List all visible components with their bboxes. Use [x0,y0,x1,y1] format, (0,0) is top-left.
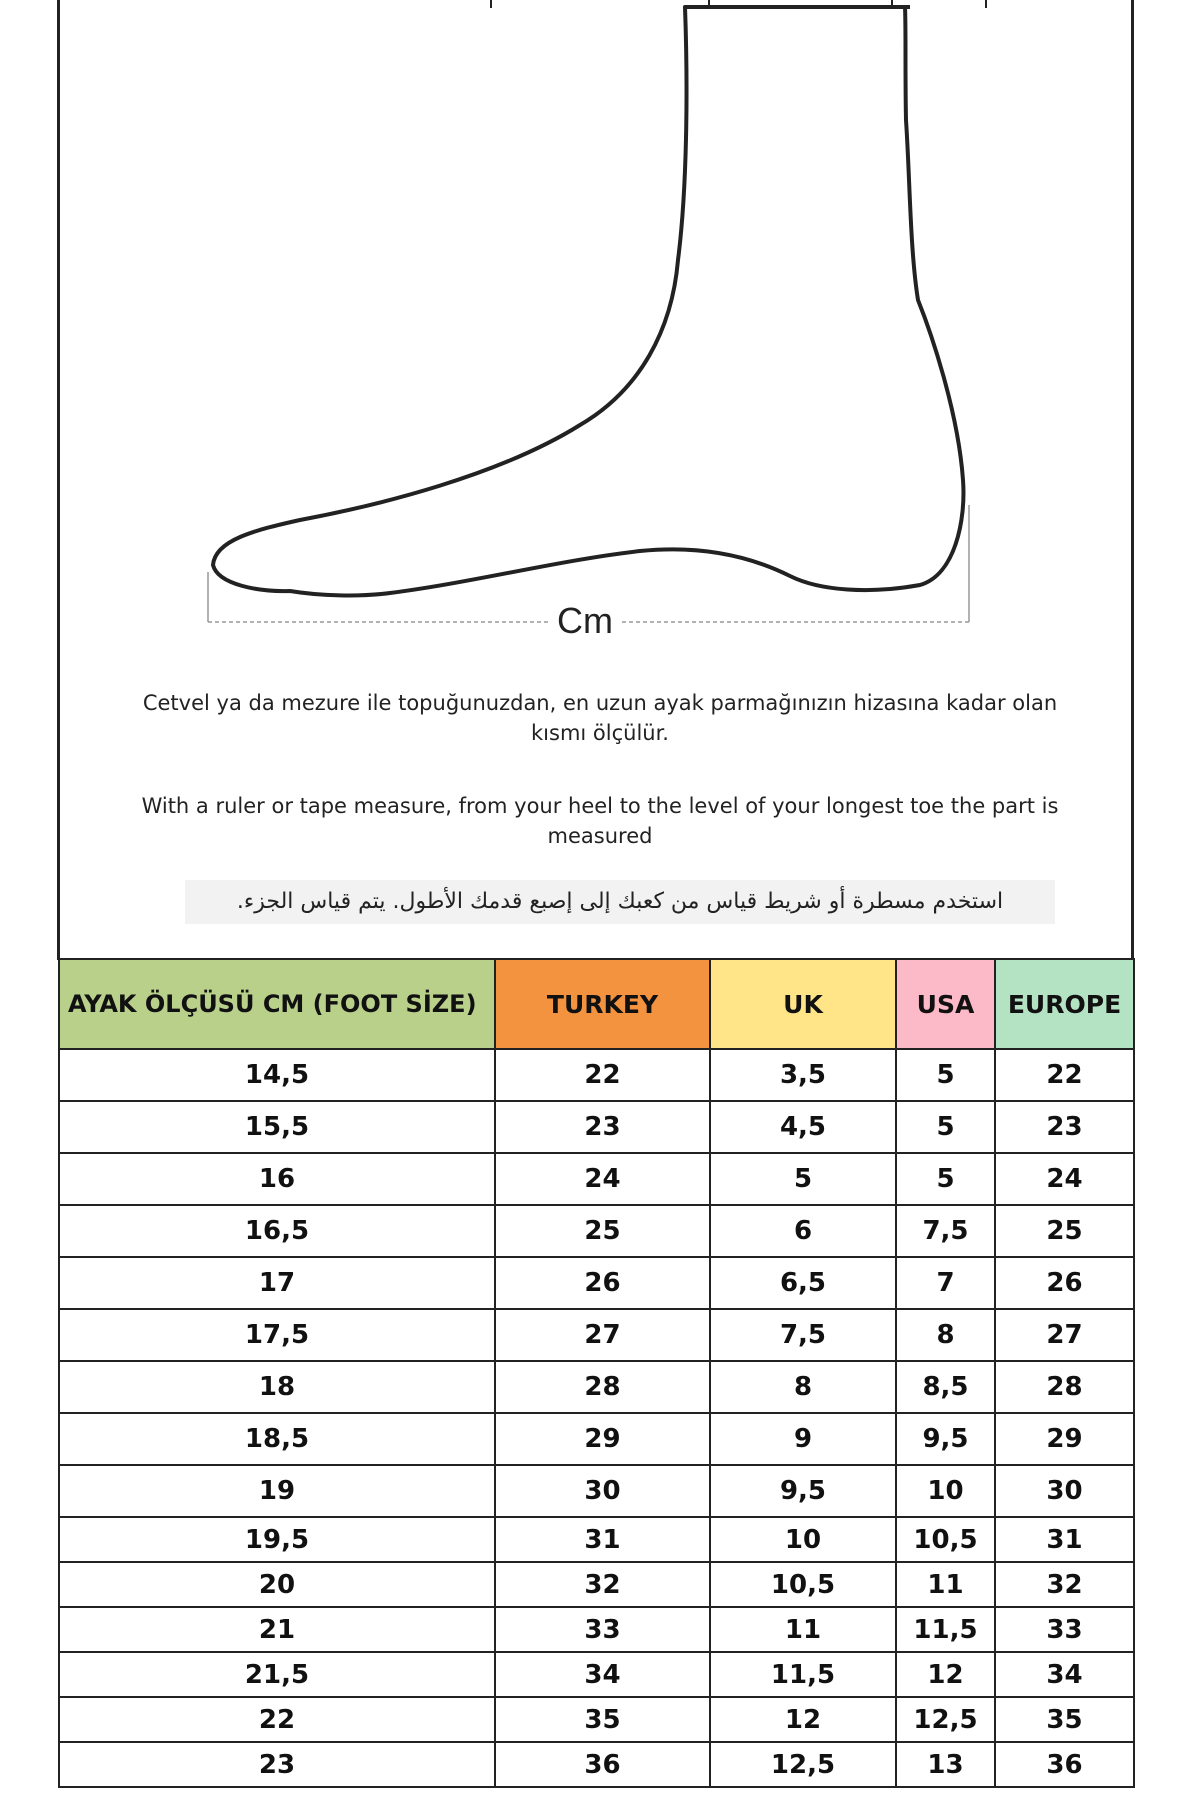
cell-uk: 3,5 [710,1049,896,1101]
header-foot-size: AYAK ÖLÇÜSÜ CM (FOOT SİZE) [59,959,495,1049]
cell-uk: 10,5 [710,1562,896,1607]
cell-foot-cm: 20 [59,1562,495,1607]
cell-foot-cm: 21,5 [59,1652,495,1697]
table-row [59,1361,1134,1413]
table-row [59,1607,1134,1652]
cell-turkey: 27 [495,1309,710,1361]
cell-uk: 12,5 [710,1742,896,1787]
cell-uk: 6 [710,1205,896,1257]
cell-foot-cm: 19 [59,1465,495,1517]
table-row [59,1153,1134,1205]
cell-europe: 34 [995,1652,1134,1697]
cm-measure-label: Cm [557,600,613,641]
table-row [59,1652,1134,1697]
cell-foot-cm: 23 [59,1742,495,1787]
table-row [59,1517,1134,1562]
cell-turkey: 36 [495,1742,710,1787]
cell-usa: 7,5 [896,1205,995,1257]
cell-turkey: 33 [495,1607,710,1652]
cell-foot-cm: 18 [59,1361,495,1413]
cell-usa: 5 [896,1153,995,1205]
cell-uk: 11 [710,1607,896,1652]
cell-europe: 24 [995,1153,1134,1205]
cell-europe: 35 [995,1697,1134,1742]
cell-europe: 36 [995,1742,1134,1787]
cell-usa: 8,5 [896,1361,995,1413]
cell-uk: 5 [710,1153,896,1205]
table-row [59,1205,1134,1257]
cell-uk: 10 [710,1517,896,1562]
cell-usa: 12,5 [896,1697,995,1742]
cell-europe: 29 [995,1413,1134,1465]
foot-outline [213,7,963,595]
cell-foot-cm: 21 [59,1607,495,1652]
table-row [59,1101,1134,1153]
cell-usa: 11 [896,1562,995,1607]
cell-europe: 25 [995,1205,1134,1257]
cell-usa: 11,5 [896,1607,995,1652]
cell-usa: 10 [896,1465,995,1517]
header-uk: UK [710,959,896,1049]
cell-foot-cm: 14,5 [59,1049,495,1101]
cell-uk: 7,5 [710,1309,896,1361]
cell-europe: 27 [995,1309,1134,1361]
cell-turkey: 25 [495,1205,710,1257]
table-row [59,1413,1134,1465]
cell-turkey: 26 [495,1257,710,1309]
table-row [59,1742,1134,1787]
cell-europe: 22 [995,1049,1134,1101]
cell-foot-cm: 16 [59,1153,495,1205]
cell-europe: 23 [995,1101,1134,1153]
cell-usa: 8 [896,1309,995,1361]
header-europe: EUROPE [995,959,1134,1049]
cell-foot-cm: 15,5 [59,1101,495,1153]
table-row [59,1309,1134,1361]
cell-usa: 13 [896,1742,995,1787]
cell-foot-cm: 19,5 [59,1517,495,1562]
cell-turkey: 35 [495,1697,710,1742]
cell-turkey: 22 [495,1049,710,1101]
cell-foot-cm: 17,5 [59,1309,495,1361]
table-row [59,1465,1134,1517]
cell-turkey: 24 [495,1153,710,1205]
cell-europe: 33 [995,1607,1134,1652]
cell-uk: 6,5 [710,1257,896,1309]
cell-europe: 26 [995,1257,1134,1309]
cell-turkey: 31 [495,1517,710,1562]
cell-europe: 30 [995,1465,1134,1517]
cell-uk: 4,5 [710,1101,896,1153]
foot-outline-illustration [0,0,1200,640]
cell-europe: 28 [995,1361,1134,1413]
table-row [59,1697,1134,1742]
cell-turkey: 30 [495,1465,710,1517]
cell-foot-cm: 22 [59,1697,495,1742]
cell-uk: 9,5 [710,1465,896,1517]
cell-foot-cm: 18,5 [59,1413,495,1465]
cell-turkey: 29 [495,1413,710,1465]
cell-foot-cm: 17 [59,1257,495,1309]
header-turkey: TURKEY [495,959,710,1049]
cell-turkey: 28 [495,1361,710,1413]
header-usa: USA [896,959,995,1049]
cell-uk: 11,5 [710,1652,896,1697]
table-row [59,1049,1134,1101]
table-row [59,1562,1134,1607]
cell-usa: 5 [896,1049,995,1101]
cell-uk: 9 [710,1413,896,1465]
cell-usa: 7 [896,1257,995,1309]
cell-usa: 12 [896,1652,995,1697]
instruction-english: With a ruler or tape measure, from your heel to the level of your longest toe the part is measured [141,794,1059,848]
cell-uk: 8 [710,1361,896,1413]
cell-uk: 12 [710,1697,896,1742]
cell-usa: 10,5 [896,1517,995,1562]
table-row [59,1257,1134,1309]
cell-turkey: 23 [495,1101,710,1153]
cell-usa: 9,5 [896,1413,995,1465]
instruction-arabic: استخدم مسطرة أو شريط قياس من كعبك إلى إصبع قدمك الأطول. يتم قياس الجزء. [185,880,1055,924]
size-conversion-table [58,958,1135,1788]
cell-usa: 5 [896,1101,995,1153]
table-header-row [59,959,1134,1049]
cell-foot-cm: 16,5 [59,1205,495,1257]
cell-europe: 32 [995,1562,1134,1607]
instruction-turkish: Cetvel ya da mezure ile topuğunuzdan, en uzun ayak parmağınızın hizasına kadar olan kısmı ölçülür. [142,691,1058,745]
cell-europe: 31 [995,1517,1134,1562]
cell-turkey: 32 [495,1562,710,1607]
size-table-body [59,1049,1134,1787]
cell-turkey: 34 [495,1652,710,1697]
